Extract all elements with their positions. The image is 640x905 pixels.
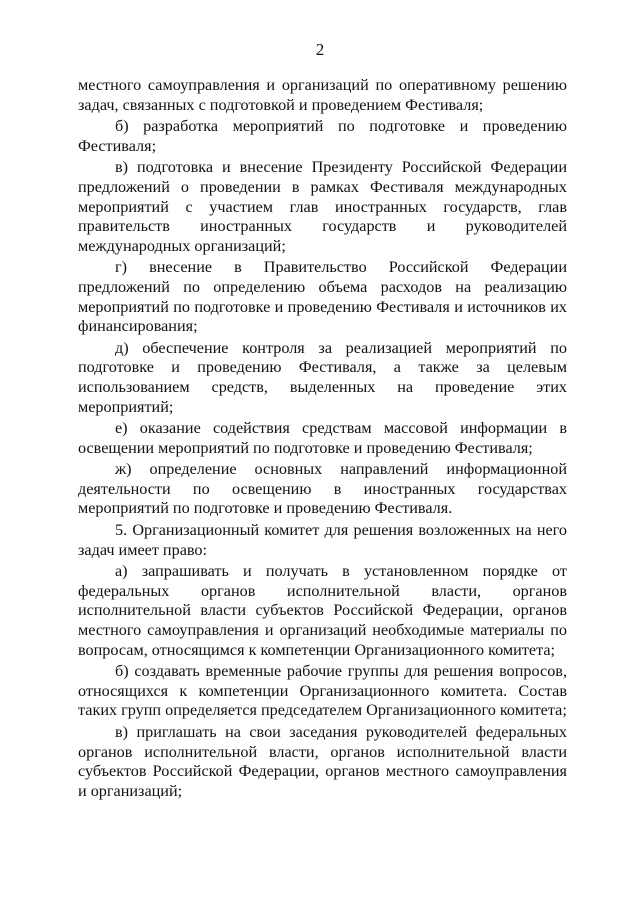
paragraph-item-d: д) обеспечение контроля за реализацией мероприятий по подготовке и проведению Фестиваля, а также за целевым использованием средств, выделенных на проведение этих мероприятий; — [78, 338, 567, 416]
paragraph-item-v: в) подготовка и внесение Президенту Российской Федерации предложений о проведении в рамках Фестиваля международных мероприятий с участием глав иностранных государств, глав правительств иностранных государств и руководителей международных организаций; — [78, 158, 567, 255]
paragraph-continuation: местного самоуправления и организаций по оперативному решению задач, связанных с подготовкой и проведением Фестиваля; — [78, 76, 567, 114]
paragraph-item-v-2: в) приглашать на свои заседания руководителей федеральных органов исполнительной власти, органов исполнительной власти субъектов Российской Федерации, органов местного самоуправления и организаций; — [78, 723, 567, 800]
paragraph-item-b: б) разработка мероприятий по подготовке и проведению Фестиваля; — [78, 117, 567, 155]
paragraph-section-5: 5. Организационный комитет для решения возложенных на него задач имеет право: — [78, 521, 567, 559]
paragraph-item-zh: ж) определение основных направлений информационной деятельности по освещению в иностранных государствах мероприятий по подготовке и проведению Фестиваля. — [78, 460, 567, 518]
document-body — [78, 76, 567, 801]
page-number: 2 — [315, 40, 325, 59]
paragraph-item-b-2: б) создавать временные рабочие группы для решения вопросов, относящихся к компетенции Организационного комитета. Состав таких групп определяется председателем Организационного комитета; — [78, 662, 567, 720]
paragraph-item-g: г) внесение в Правительство Российской Федерации предложений по определению объема расходов на реализацию мероприятий по подготовке и проведению Фестиваля и источников их финансирования; — [78, 258, 567, 336]
paragraph-item-e: е) оказание содействия средствам массовой информации в освещении мероприятий по подготовке и проведению Фестиваля; — [78, 419, 567, 457]
paragraph-item-a: а) запрашивать и получать в установленном порядке от федеральных органов исполнительной власти, органов исполнительной власти субъектов Российской Федерации, органов местного самоуправления и организаций необходимые материалы по вопросам, относящимся к компетенции Организационного комитета; — [78, 562, 567, 659]
